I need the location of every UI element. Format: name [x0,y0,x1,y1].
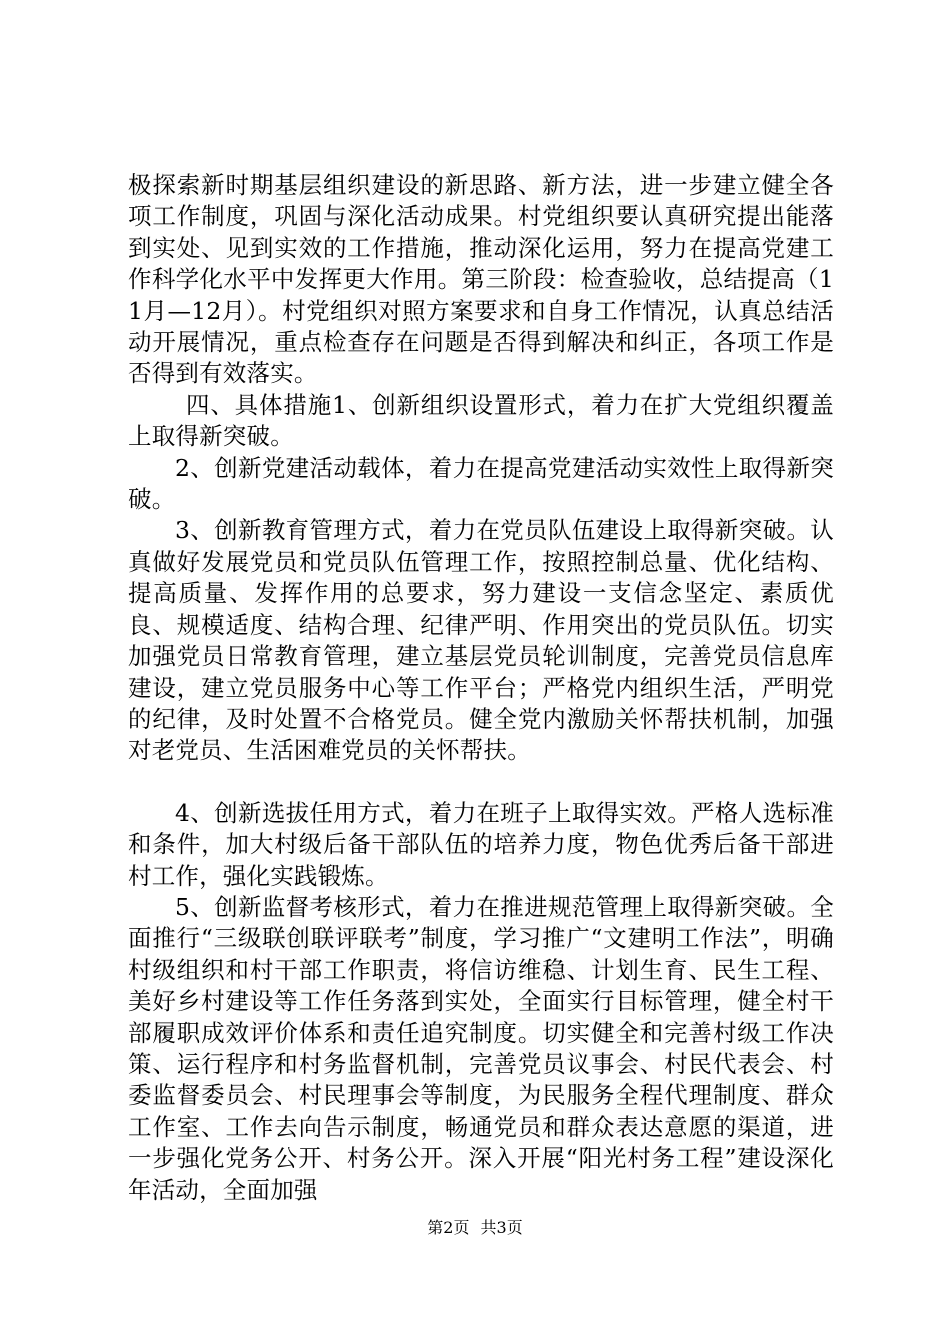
paragraph-4: 3、创新教育管理方式，着力在党员队伍建设上取得新突破。认真做好发展党员和党员队伍管理工作，按照控制总量、优化结构、提高质量、发挥作用的总要求，努力建设一支信念坚定、素质优良、规模适度、结构合理、纪律严明、作用突出的党员队伍。切实加强党员日常教育管理，建立基层党员轮训制度，完善党员信息库建设，建立党员服务中心等工作平台；严格党内组织生活，严明党的纪律，及时处置不合格党员。健全党内激励关怀帮扶机制，加强对老党员、生活困难党员的关怀帮扶。 [128,516,834,765]
paragraph-5: 4、创新选拔任用方式，着力在班子上取得实效。严格人选标准和条件，加大村级后备干部队伍的培养力度，物色优秀后备干部进村工作，强化实践锻炼。 [128,798,834,890]
paragraph-gap [128,767,834,798]
page-number-current: 第2页 [427,1218,470,1237]
paragraph-2: 四、具体措施1、创新组织设置形式，着力在扩大党组织覆盖上取得新突破。 [128,390,834,451]
paragraph-6: 5、创新监督考核形式，着力在推进规范管理上取得新突破。全面推行“三级联创联评联考”制度，学习推广“文建明工作法”，明确村级组织和村干部工作职责，将信访维稳、计划生育、民生工程、美好乡村建设等工作任务落到实处，全面实行目标管理，健全村干部履职成效评价体系和责任追究制度。切实健全和完善村级工作决策、运行程序和村务监督机制，完善党员议事会、村民代表会、村委监督委员会、村民理事会等制度，为民服务全程代理制度、群众工作室、工作去向告示制度，畅通党员和群众表达意愿的渠道，进一步强化党务公开、村务公开。深入开展“阳光村务工程”建设深化年活动，全面加强 [128,892,834,1204]
page-number-total: 共3页 [480,1218,523,1237]
document-body [128,170,834,1206]
paragraph-3: 2、创新党建活动载体，着力在提高党建活动实效性上取得新突破。 [128,453,834,514]
page-footer [0,1218,950,1238]
paragraph-1: 极探索新时期基层组织建设的新思路、新方法，进一步建立健全各项工作制度，巩固与深化活动成果。村党组织要认真研究提出能落到实处、见到实效的工作措施，推动深化运用，努力在提高党建工作科学化水平中发挥更大作用。第三阶段：检查验收，总结提高（11月—12月）。村党组织对照方案要求和自身工作情况，认真总结活动开展情况，重点检查存在问题是否得到解决和纠正，各项工作是否得到有效落实。 [128,171,834,388]
